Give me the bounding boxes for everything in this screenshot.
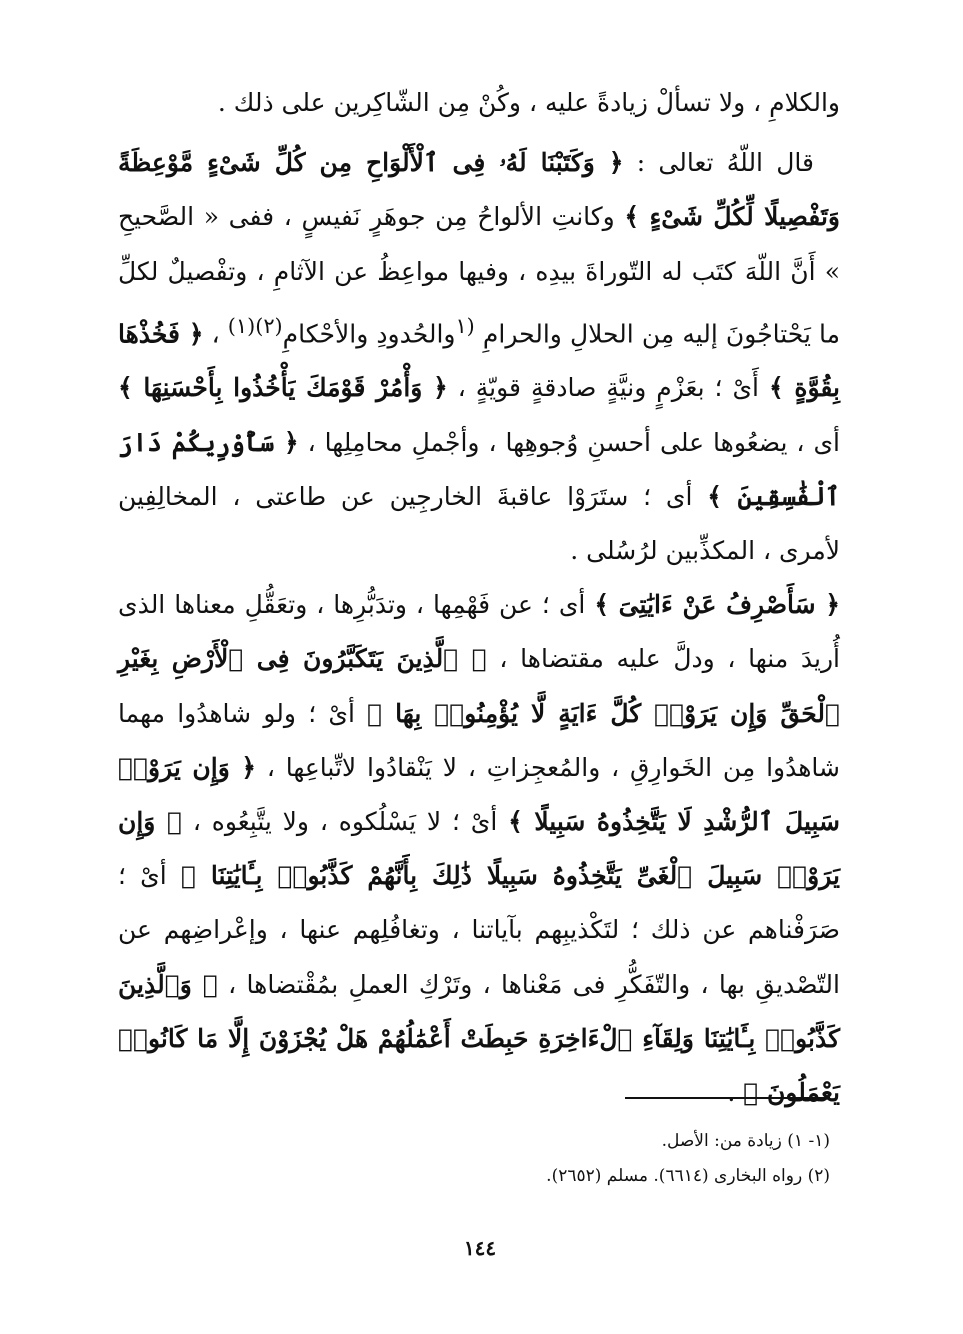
text-segment: والحُدودِ والأحْكامِ xyxy=(282,319,456,349)
text-segment: قال اللّهُ تعالى : xyxy=(623,148,814,178)
quran-verse: ﴿ وَإِن يَرَوْا۟ سَبِيلَ ٱلرُّشْدِ لَا يَتَّخِذُوهُ سَبِيلًا ﴾ xyxy=(118,752,840,836)
text-segment: أىْ ؛ صَرَفْناهم عن ذلك ؛ لتَكْذيبِهم بآياتنا ، وتغافُلِهم عنها ، وإعْراضِهم عن التّصْديقِ بها ، والتّفَكُّرِ فى مَعْناها ، وتَرْكِ العملِ بمُقْتضاها ، xyxy=(118,861,840,999)
text-segment: أى ؛ عن فَهْمِها ، وتدَبُّرِها ، وتعَقُّلِ معناها الذى أُريدَ منها ، ودلَّ عليه مقتضاها ، xyxy=(118,590,840,674)
page-number: ١٤٤ xyxy=(463,1236,497,1260)
paragraph-1: والكلامِ ، ولا تسألْ زيادةً عليه ، وكُنْ مِن الشّاكِرين على ذلك . xyxy=(217,88,840,117)
paragraph-3 xyxy=(118,578,840,1120)
footnote-1: (١- ١) زيادة من: الأصل. xyxy=(661,1131,830,1151)
quran-verse: ﴿ وَٱلَّذِينَ كَذَّبُوا۟ بِـَٔايَٰتِنَا وَلِقَآءِ ٱلْءَاخِرَةِ حَبِطَتْ أَعْمَٰلُهُمْ هَلْ يُجْزَوْنَ إِلَّا مَا كَانُوا۟ يَعْمَلُونَ ﴾ xyxy=(118,969,840,1107)
text-segment: أى ؛ ستَرَوْا عاقبةَ الخارجِين عن طاعتى ، المخالِفِين لأمرى ، المكذِّبين لرُسُلى . xyxy=(118,481,840,565)
main-text xyxy=(118,76,840,1120)
quran-verse: ﴿ وَأْمُرْ قَوْمَكَ يَأْخُذُوا بِأَحْسَنِهَا ﴾ xyxy=(118,373,448,403)
text-segment: . xyxy=(727,1077,744,1107)
text-segment: أىْ ؛ ولو شاهدُوا مهما شاهدُوا مِن الخَوارِقِ ، والمُعجِزاتِ ، لا يَنْقادُوا لاتِّباعِها ، xyxy=(118,698,840,782)
footnote-marker: (١ xyxy=(455,313,475,338)
quran-verse: ﴿ فَخُذْهَا بِقُوَّةٍ ﴾ xyxy=(118,319,840,403)
quran-verse: ﴿ وَكَتَبْنَا لَهُۥ فِى ٱلْأَلْوَاحِ مِن كُلِّ شَىْءٍ مَّوْعِظَةً وَتَفْصِيلًا لِّكُلِّ شَىْءٍ ﴾ xyxy=(118,148,840,232)
quran-verse: ﴿ سَأَصْرِفُ عَنْ ءَايَٰتِىَ ﴾ xyxy=(594,590,840,620)
quran-verse: ﴿ ٱلَّذِينَ يَتَكَبَّرُونَ فِى ٱلْأَرْضِ بِغَيْرِ ٱلْحَقِّ وَإِن يَرَوْا۟ كُلَّ ءَايَةٍ لَّا يُؤْمِنُوا۟ بِهَا ﴾ xyxy=(118,644,840,728)
footnotes xyxy=(360,1124,830,1194)
footnote-2: (٢) رواه البخارى (٦٦١٤). مسلم (٢٦٥٢). xyxy=(546,1166,830,1186)
text-segment: أى ، يضعُوها على أحسنِ وُجوهِها ، وأجْملِ محامِلِها ، xyxy=(298,427,840,457)
text-segment: وكانتِ الألواحُ مِن جوهَرٍ نَفيسٍ ، ففى « الصَّحيحِ » أَنَّ اللّهَ كتَب له التّوراةَ بيدِه ، وفيها مواعِظُ عن الآثامِ ، وتفْصيلٌ لكلِّ ما يَحْتاجُونَ إليه مِن الحلالِ والحرامِ xyxy=(118,202,840,349)
footnote-marker: (٢)(١) xyxy=(227,313,283,338)
text-segment: ، xyxy=(203,319,228,349)
text-segment: أىْ ؛ لا يَسْلُكوه ، ولا يتَّبِعُوه ، xyxy=(181,806,509,836)
paragraph-2 xyxy=(118,136,840,578)
footnote-separator xyxy=(625,1097,830,1099)
quran-verse: ﴿ سَأُوْرِيكُمْ دَارَ ٱلْفَٰسِقِينَ ﴾ xyxy=(118,427,840,511)
text-segment: أَىْ ؛ بعَزْمٍ ونيَّةٍ صادقةٍ قويّةٍ ، xyxy=(447,373,769,403)
quran-verse: ﴿ وَإِن يَرَوْا۟ سَبِيلَ ٱلْغَىِّ يَتَّخِذُوهُ سَبِيلًا ذَٰلِكَ بِأَنَّهُمْ كَذَّبُوا۟ بِـَٔايَٰتِنَا ﴾ xyxy=(118,806,841,891)
